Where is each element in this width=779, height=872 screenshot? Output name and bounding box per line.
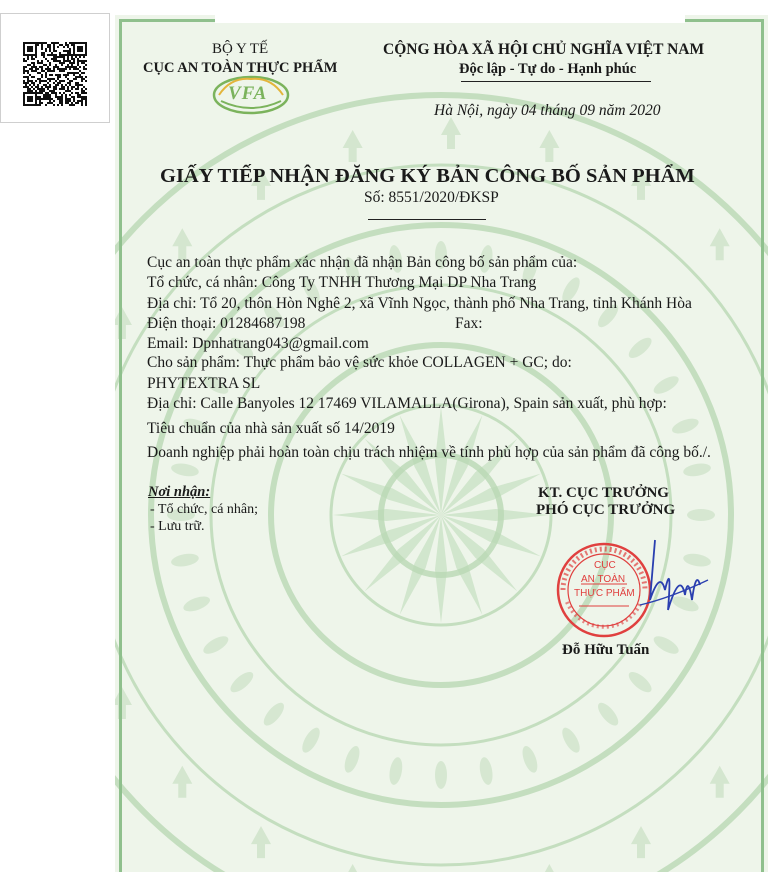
recipient-item: - Tổ chức, cá nhân;: [150, 502, 259, 517]
motto-underline: [461, 81, 651, 82]
stamp-text-line: AN TOÀN: [581, 574, 626, 585]
document-number: Số: 8551/2020/ĐKSP: [364, 189, 499, 206]
signature-scribble-icon: [630, 530, 720, 620]
country-name: CỘNG HÒA XÃ HỘI CHỦ NGHĨA VIỆT NAM: [383, 41, 705, 58]
recipients-label: Nơi nhận:: [148, 484, 211, 500]
national-motto: Độc lập - Tự do - Hạnh phúc: [459, 61, 637, 77]
standard-line: Tiêu chuẩn của nhà sản xuất số 14/2019: [147, 420, 395, 437]
qr-code-box: [0, 13, 110, 123]
recipient-item: - Lưu trữ.: [150, 519, 205, 534]
phone-line: Điện thoại: 01284687198: [147, 315, 306, 332]
qr-code-icon: [23, 42, 87, 106]
signature-title: KT. CỤC TRƯỞNG: [538, 485, 669, 501]
top-edge-mask: [215, 15, 685, 23]
ministry-name: BỘ Y TẾ: [212, 41, 269, 57]
producer-name: PHYTEXTRA SL: [147, 375, 261, 392]
email-line: Email: Dpnhatrang043@gmail.com: [147, 335, 369, 352]
confirmation-text: Cục an toàn thực phẩm xác nhận đã nhận Bản công bố sản phẩm của:: [147, 254, 578, 271]
organization-line: Tổ chức, cá nhân: Công Ty TNHH Thương Mại DP Nha Trang: [147, 274, 537, 291]
signature-subtitle: PHÓ CỤC TRƯỞNG: [536, 502, 676, 518]
responsibility-line: Doanh nghiệp phải hoàn toàn chịu trách nhiệm về tính phù hợp của sản phẩm đã công bố./.: [147, 444, 711, 461]
date-line: Hà Nội, ngày 04 tháng 09 năm 2020: [434, 102, 661, 119]
fax-line: Fax:: [455, 315, 483, 332]
stamp-text-line: CỤC: [594, 560, 616, 571]
vfa-logo-text: VFA: [228, 83, 268, 104]
agency-name: CỤC AN TOÀN THỰC PHẨM: [143, 60, 338, 76]
product-line: Cho sản phẩm: Thực phẩm bảo vệ sức khỏe COLLAGEN + GC; do:: [147, 354, 572, 371]
organization-address: Địa chỉ: Tổ 20, thôn Hòn Nghê 2, xã Vĩnh Ngọc, thành phố Nha Trang, tỉnh Khánh Hòa: [147, 295, 692, 312]
document-title: GIẤY TIẾP NHẬN ĐĂNG KÝ BẢN CÔNG BỐ SẢN PHẨM: [160, 165, 695, 187]
producer-address: Địa chỉ: Calle Banyoles 12 17469 VILAMALLA(Girona), Spain sản xuất, phù hợp:: [147, 395, 667, 412]
stamp-text-line: THỰC PHẨM: [574, 588, 635, 599]
title-underline: [368, 219, 486, 220]
certificate-paper: [115, 15, 768, 872]
signer-name: Đỗ Hữu Tuấn: [562, 642, 650, 658]
